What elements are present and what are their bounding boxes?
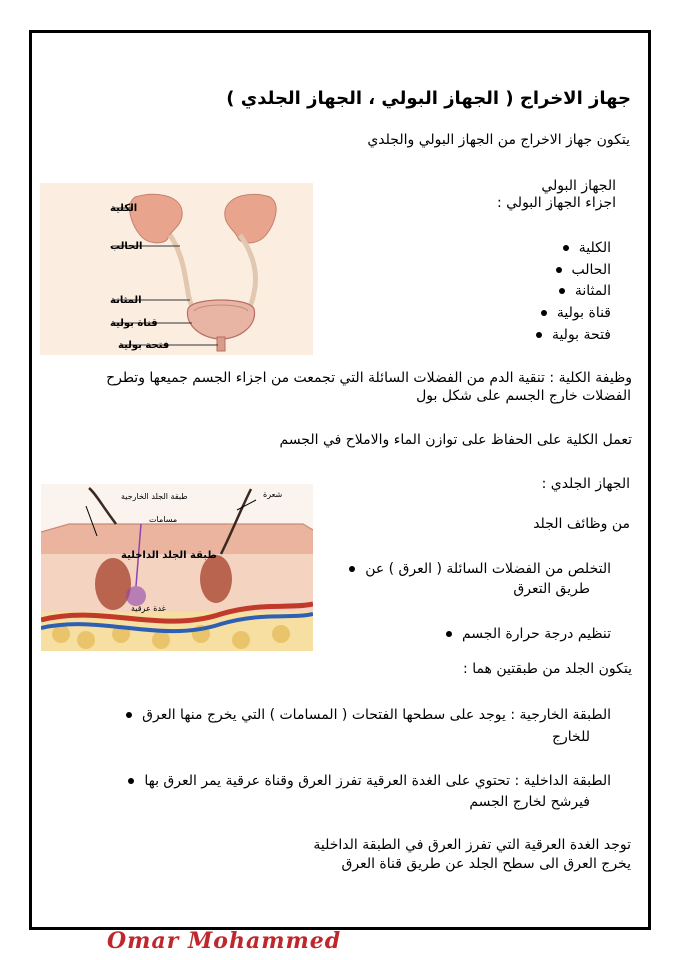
urinary-part-item: الحالب — [556, 261, 611, 279]
kidney-function-text: وظيفة الكلية : تنقية الدم من الفضلات السائلة التي تجمعت من اجزاء الجسم جميعها وتطرح — [106, 370, 632, 386]
page-title: جهاز الاخراج ( الجهاز البولي ، الجهاز الجلدي ) — [226, 88, 631, 109]
skin-cross-section-illustration — [41, 484, 313, 651]
urinary-label: قناة بولية — [110, 318, 158, 329]
skin-heading: الجهاز الجلدي : — [541, 476, 630, 492]
closing-text: يخرج العرق الى سطح الجلد عن طريق قناة العرق — [341, 856, 631, 872]
urinary-part-item: فتحة بولية — [536, 326, 611, 344]
urinary-label: الحالب — [110, 241, 143, 252]
skin-layer-item: الطبقة الداخلية : تحتوي على الغدة العرقية تفرز العرق وقناة عرقية يمر العرق بها — [128, 772, 611, 790]
urinary-label: فتحة بولية — [118, 340, 170, 351]
skin-function-item: تنظيم درجة حرارة الجسم — [446, 625, 611, 643]
urinary-label: المثانة — [110, 295, 142, 306]
skin-layer-item-continued: للخارج — [551, 729, 590, 745]
skin-label: طبقة الجلد الخارجية — [121, 492, 188, 501]
skin-label: شعرة — [263, 490, 283, 499]
urinary-part-item: قناة بولية — [541, 304, 611, 322]
urinary-label: الكلية — [110, 203, 138, 214]
skin-layer-item: الطبقة الخارجية : يوجد على سطحها الفتحات ( المسامات ) التي يخرج منها العرق — [126, 706, 611, 724]
skin-label: غدة عرقية — [131, 604, 166, 613]
urinary-parts-heading: اجزاء الجهاز البولي : — [496, 195, 616, 211]
urinary-system-figure — [40, 183, 313, 355]
skin-function-item: التخلص من الفضلات السائلة ( العرق ) عن — [349, 560, 611, 578]
skin-layer-item-continued: فيرشح لخارج الجسم — [469, 794, 590, 810]
skin-cross-section-figure — [41, 484, 313, 651]
skin-layers-heading: يتكون الجلد من طبقتين هما : — [463, 661, 632, 677]
urinary-heading: الجهاز البولي — [541, 178, 616, 194]
skin-functions-heading: من وظائف الجلد — [533, 516, 630, 532]
urinary-system-illustration — [40, 183, 313, 355]
author-signature: Omar Mohammed — [107, 928, 342, 954]
urinary-part-item: الكلية — [563, 239, 611, 257]
urinary-part-item: المثانة — [559, 282, 611, 300]
closing-text: توجد الغدة العرقية التي تفرز العرق في الطبقة الداخلية — [313, 837, 631, 853]
kidney-balance-text: تعمل الكلية على الحفاظ على توازن الماء والاملاح في الجسم — [279, 432, 632, 448]
intro-text: يتكون جهاز الاخراج من الجهاز البولي والجلدي — [367, 132, 630, 148]
skin-function-item-continued: طريق التعرق — [513, 581, 590, 597]
skin-label: مسامات — [149, 515, 178, 524]
skin-label: طبقة الجلد الداخلية — [121, 550, 217, 561]
kidney-function-text: الفضلات خارج الجسم على شكل بول — [416, 388, 631, 404]
